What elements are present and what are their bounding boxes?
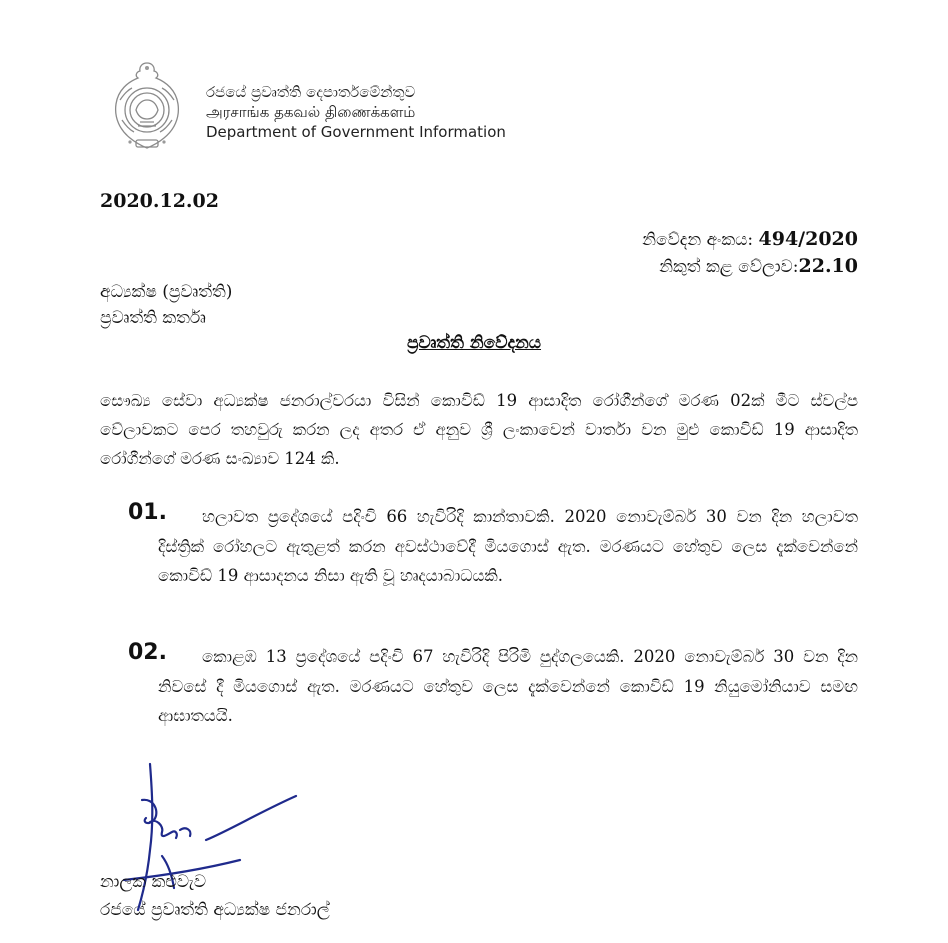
press-release-title: ප්‍රවෘත්ති නිවේදනය	[406, 333, 542, 353]
item-number: 02.	[128, 640, 167, 665]
issue-time-label: නිකුත් කළ වේලාව:	[659, 257, 799, 277]
department-letterhead	[206, 82, 506, 142]
intro-paragraph: සෞඛ්‍ය සේවා අධ්‍යක්ෂ ජනරාල්වරයා විසින් කොවිඩ් 19 ආසාදිත රෝගීන්ගේ මරණ 02ක් මීට ස්වල්ප වේලාවකට පෙර තහවුරු කරන ලද අතර ඒ අනුව ශ්‍රී ලංකාවෙන් වාර්තා වන මුළු කොවිඩ් 19 ආසාදිත රෝගීන්ගේ මරණ සංඛ්‍යාව 124 කි.	[100, 391, 858, 468]
department-name-english: Department of Government Information	[206, 123, 506, 141]
recipients-block	[100, 279, 232, 331]
department-name-tamil: அரசாங்க தகவல் திணைக்களம்	[206, 103, 416, 121]
signer-title: රජයේ ප්‍රවෘත්ති අධ්‍යක්ෂ ජනරාල්	[100, 900, 330, 920]
release-number-line	[642, 226, 858, 253]
signer-name: නාලක කළුවැව	[100, 872, 207, 892]
document-heading	[0, 333, 948, 353]
item-text: කොළඹ 13 ප්‍රදේශයේ පදිංචි 67 හැවිරිදි පිරිමි පුද්ගලයෙකි. 2020 නොවැම්බර් 30 වන දින නිවසේ දී මියගොස් ඇත. මරණයට හේතුව ලෙස දැක්වෙන්නේ කොවිඩ් 19 නියුමෝනියාව සමඟ ආඝාතයයි.	[158, 647, 858, 725]
release-number-label: නිවේදන අංකය:	[642, 230, 754, 250]
item-text: හලාවත ප්‍රදේශයේ පදිංචි 66 හැවිරිදි කාන්තාවකි. 2020 නොවැම්බර් 30 වන දින හලාවත දිස්ත්‍රික් රෝහලට ඇතුළත් කරන අවස්ථාවේදී මියගොස් ඇත. මරණයට හේතුව ලෙස දැක්වෙන්නේ කොවිඩ් 19 ආසාදනය නිසා ඇති වූ හෘදයාබාධයකි.	[158, 507, 858, 585]
issue-time-line	[642, 253, 858, 280]
recipient-director-news: අධ්‍යක්ෂ (ප්‍රවෘත්ති)	[100, 282, 233, 302]
item-number: 01.	[128, 500, 167, 525]
state-emblem-icon	[106, 60, 188, 152]
reference-block	[642, 226, 858, 280]
signer-block	[100, 868, 330, 924]
release-date: 2020.12.02	[100, 190, 219, 212]
department-name-sinhala: රජයේ ප්‍රවෘත්ති දෙපාර්තමේන්තුව	[206, 83, 416, 101]
list-item	[158, 642, 858, 731]
issue-time: 22.10	[798, 255, 858, 277]
release-number: 494/2020	[758, 228, 858, 250]
list-item	[158, 502, 858, 591]
recipient-news-editor: ප්‍රවෘත්ති කර්තෘ	[100, 308, 206, 328]
